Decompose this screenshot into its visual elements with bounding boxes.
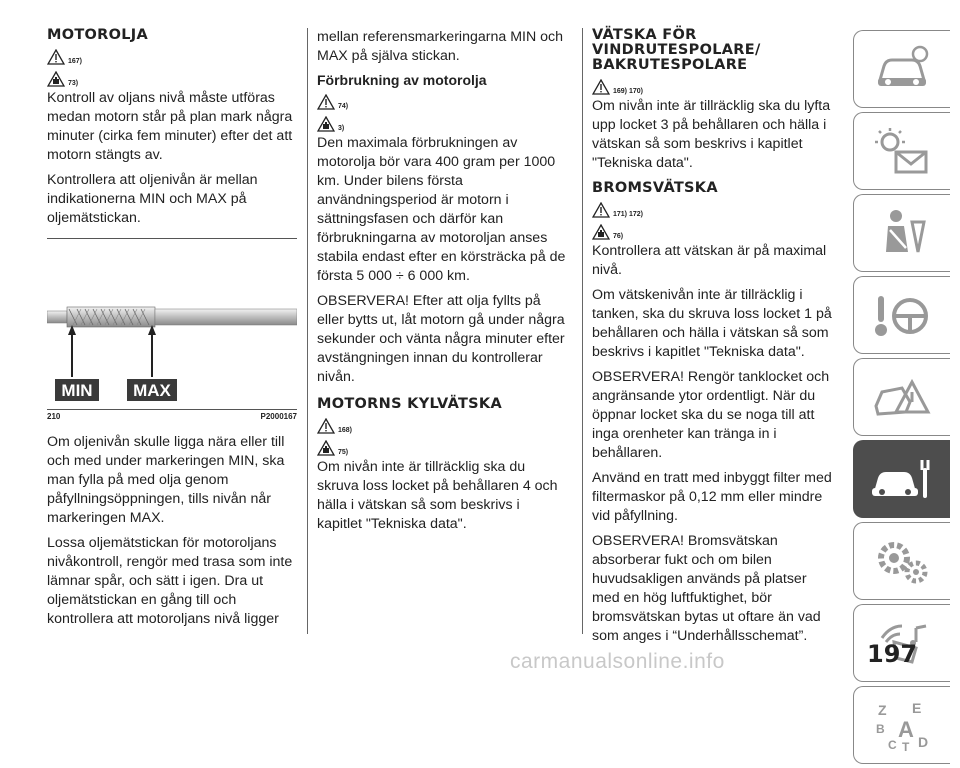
min-label: MIN [61,381,93,400]
svg-text:Z: Z [878,702,887,718]
warning-ref: 169) 170) [592,75,837,95]
paragraph: Använd en tratt med inbyggt filter med filtermaskor på 0,12 mm eller mindre vid påfyllning. [592,470,832,524]
paragraph: OBSERVERA! Bromsvätskan absorberar fukt och om bilen huvudsakligen används på platser med en hög luftfuktighet, bör bromsvätskan bytas ut oftare än vad som anges i “Underhållsschemat”. [592,533,821,644]
gears-icon [872,536,932,586]
section-heading-washer-fluid: VÄTSKA FÖR VINDRUTESPOLARE/ BAKRUTESPOLARE [592,27,761,73]
svg-text:E: E [912,700,922,716]
alphabet-index-icon [872,697,932,753]
caution-ref: 73) [47,67,297,87]
tab-warning-lights[interactable] [853,112,950,190]
paragraph: OBSERVERA! Efter att olja fyllts på eller bytts ut, låt motorn gå under några sekunder och vänta några minuter efter avstängningen innan du kontrollerar nivån. [317,293,565,385]
subheading-oil-consumption: Förbrukning av motorolja [317,72,487,88]
caution-hand-icon [592,224,610,240]
accident-icon [872,372,932,422]
paragraph: Om nivån inte är tillräcklig ska du lyfta upp locket 3 på behållaren och hälla i vätskan så som beskrivs i kapitlet "Tekniska data". [592,98,831,171]
warning-triangle-icon [317,94,335,110]
tab-maintenance[interactable] [853,440,950,518]
warning-triangle-icon [592,202,610,218]
tab-emergency[interactable] [853,358,950,436]
caution-hand-icon [317,116,335,132]
warning-ref: 171) 172) [592,198,837,218]
paragraph: OBSERVERA! Rengör tanklocket och angränsande ytor ordentligt. När du öppnar locket ska du se noga till att inga orenheter kan tränga in i behållaren. [592,369,830,461]
paragraph: Om vätskenivån inte är tillräcklig i tanken, ska du skruva loss locket 1 på behållaren och hälla i vätskan så som beskrivs i kapitlet "Tekniska data". [592,287,832,360]
svg-text:D: D [918,734,929,750]
section-heading-brake-fluid: BROMSVÄTSKA [592,180,718,196]
tab-starting-driving[interactable] [853,276,950,354]
warning-triangle-icon [317,418,335,434]
section-heading-motorolja: MOTOROLJA [47,27,149,43]
paragraph: Lossa oljemätstickan för motoroljans nivåkontroll, rengör med trasa som inte lämnar spår, och sätt i igen. Dra ut oljemätstickan en gång till och kontrollera att motoroljans nivå ligger [47,535,293,627]
warning-triangle-icon [47,49,65,65]
tab-safety[interactable] [853,194,950,272]
warning-triangle-icon [592,79,610,95]
column-middle [317,28,567,540]
column-left [47,28,297,635]
figure-code: P2000167 [260,412,297,421]
warning-ref: 168) [317,414,567,434]
car-dashboard-icon [872,44,932,94]
caution-hand-icon [47,71,65,87]
svg-text:A: A [898,717,914,742]
paragraph: Kontroll av oljans nivå måste utföras medan motorn står på plan mark några minuter (cirka fem minuter) efter det att motorn stängts av. [47,90,293,163]
car-wrench-icon [870,454,934,504]
caution-ref: 75) [317,436,567,456]
paragraph: Den maximala förbrukningen av motorolja bör vara 400 gram per 1000 km. Under bilens första användningsperiod är motorn i sättningsfasen och därför kan förbrukningarna av motoroljan anses stabila endast efter en körsträcka på de första 5 000 ÷ 6 000 km. [317,135,566,284]
tab-index[interactable] [853,686,950,764]
svg-text:B: B [876,722,885,736]
svg-text:T: T [902,740,910,753]
paragraph: Om nivån inte är tillräcklig ska du skruva loss locket på behållaren 4 och hälla i vätskan så som beskrivs i kapitlet "Tekniska data". [317,459,558,532]
warning-ref: 167) [47,45,297,65]
figure-number: 210 [47,412,61,421]
key-steering-icon [872,290,932,340]
dipstick-figure [47,238,297,410]
warning-lights-icon [872,126,932,176]
warning-ref: 74) [317,90,567,110]
paragraph: Kontrollera att vätskan är på maximal nivå. [592,243,827,278]
paragraph: Kontrollera att oljenivån är mellan indikationerna MIN och MAX på oljemätstickan. [47,172,258,226]
watermark-text: carmanualsonline.info [510,650,725,673]
svg-text:C: C [888,738,897,752]
column-divider [307,28,308,634]
caution-ref: 76) [592,220,837,240]
page-number: 197 [867,640,918,668]
caution-hand-icon [317,440,335,456]
dipstick-illustration [47,239,297,409]
tab-dashboard[interactable] [853,30,950,108]
paragraph: mellan referensmarkeringarna MIN och MAX på själva stickan. [317,29,564,64]
column-divider [582,28,583,634]
paragraph: Om oljenivån skulle ligga nära eller till och med under markeringen MIN, ska man fylla på med olja genom påfyllningsöppningen, tills nivån når markeringen MAX. [47,434,285,526]
tab-technical-data[interactable] [853,522,950,600]
max-label: MAX [133,381,171,400]
seat-safety-icon [872,208,932,258]
column-right [592,28,837,652]
section-heading-coolant: MOTORNS KYLVÄTSKA [317,396,502,412]
caution-ref: 3) [317,112,567,132]
figure-caption [47,412,297,421]
